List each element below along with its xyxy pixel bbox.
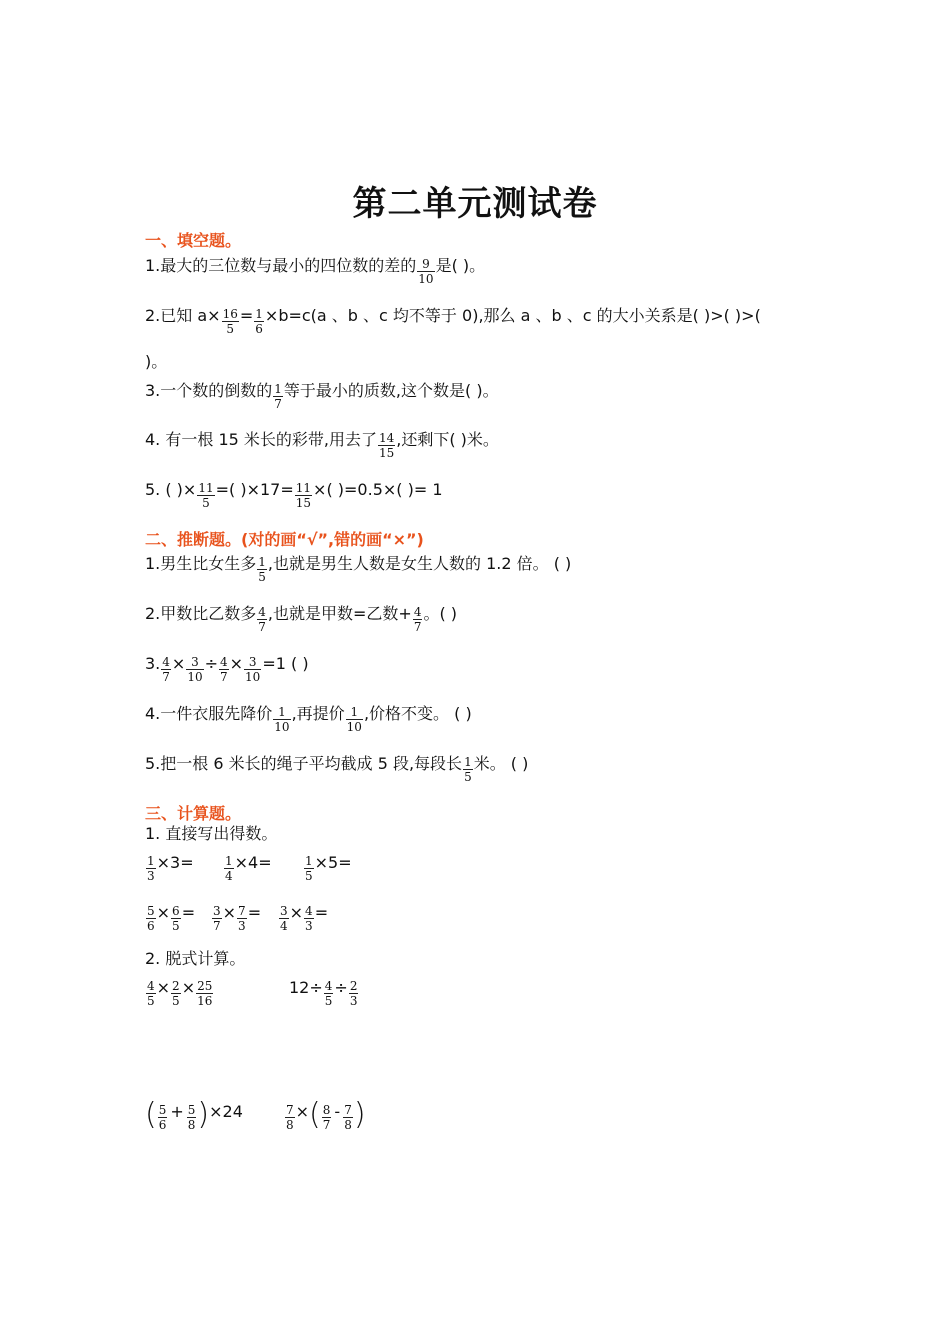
fraction: $\frac{4}{7}$ <box>413 605 422 634</box>
calc-item: $\frac{1}{5}$ ×5= <box>305 853 352 883</box>
judge-question-4: 4.一件衣服先降价 $\frac{1}{10}$ ,再提价 $\frac{1}{10}$ ,价格不变。 ( ) <box>145 704 472 734</box>
calc-expr-4: $\frac{7}{8}$ ×( $\frac{8}{7}$ - $\frac{7}{8}$ ) <box>286 1097 366 1132</box>
fraction: $\frac{5}{6}$ <box>158 1103 167 1132</box>
fraction: $\frac{7}{3}$ <box>238 904 246 933</box>
fraction: $\frac{3}{10}$ <box>187 655 203 684</box>
fraction: $\frac{4}{5}$ <box>147 979 155 1008</box>
fraction: $\frac{1}{5}$ <box>258 555 266 584</box>
fraction: $\frac{3}{10}$ <box>245 655 261 684</box>
page-title: 第二单元测试卷 <box>352 184 598 224</box>
fraction: $\frac{1}{10}$ <box>274 705 290 734</box>
fraction: $\frac{5}{8}$ <box>187 1103 196 1132</box>
fraction: $\frac{16}{5}$ <box>222 307 238 336</box>
fraction: $\frac{1}{4}$ <box>225 854 233 883</box>
fraction: $\frac{8}{7}$ <box>322 1103 331 1132</box>
fraction: $\frac{14}{15}$ <box>378 431 395 460</box>
judge-question-2: 2.甲数比乙数多 $\frac{4}{7}$ ,也就是甲数=乙数+ $\frac{4}{7}$ 。( ) <box>145 604 458 634</box>
fraction: $\frac{1}{3}$ <box>147 854 155 883</box>
fraction: $\frac{11}{15}$ <box>295 481 312 510</box>
section-fill-in: 一、填空题。 <box>145 231 242 250</box>
fraction: $\frac{1}{5}$ <box>305 854 313 883</box>
fill-question-1: 1.最大的三位数与最小的四位数的差的 $\frac{9}{10}$ 是( )。 <box>145 256 486 286</box>
fill-question-2-cont: )。 <box>145 352 168 371</box>
fraction: $\frac{1}{7}$ <box>274 382 282 411</box>
fraction: $\frac{1}{6}$ <box>255 307 263 336</box>
fraction: $\frac{2}{5}$ <box>172 979 180 1008</box>
judge-question-5: 5.把一根 6 米长的绳子平均截成 5 段,每段长 $\frac{1}{5}$ 米。 ( ) <box>145 754 529 784</box>
fill-question-3: 3.一个数的倒数的 $\frac{1}{7}$ 等于最小的质数,这个数是( )。 <box>145 381 499 411</box>
calc-expr-3: ( $\frac{5}{6}$ + $\frac{5}{8}$ )×24 <box>145 1097 243 1132</box>
calc-expr-2: 12÷ $\frac{4}{5}$ ÷ $\frac{2}{3}$ <box>289 978 358 1008</box>
fill-question-5: 5. ( )× $\frac{11}{5}$ =( )×17= $\frac{11}{15}$ ×( )=0.5×( )= 1 <box>145 480 443 510</box>
fraction: $\frac{3}{4}$ <box>280 904 288 933</box>
fraction: $\frac{25}{16}$ <box>197 979 213 1008</box>
calc-item: $\frac{5}{6}$ × $\frac{6}{5}$ = <box>147 903 196 933</box>
fraction: $\frac{2}{3}$ <box>349 979 358 1008</box>
fraction: $\frac{4}{7}$ <box>258 605 266 634</box>
calc-item: $\frac{3}{7}$ × $\frac{7}{3}$ = <box>213 903 262 933</box>
calc-item: $\frac{1}{3}$ ×3= <box>147 853 194 883</box>
fraction: $\frac{6}{5}$ <box>172 904 180 933</box>
fraction: $\frac{5}{6}$ <box>147 904 155 933</box>
fill-question-4: 4. 有一根 15 米长的彩带,用去了 $\frac{14}{15}$ ,还剩下( )米。 <box>145 430 499 460</box>
judge-question-1: 1.男生比女生多 $\frac{1}{5}$ ,也就是男生人数是女生人数的 1.2 倍。 ( ) <box>145 554 572 584</box>
fraction: $\frac{3}{7}$ <box>213 904 221 933</box>
fraction: $\frac{1}{10}$ <box>346 705 362 734</box>
judge-question-3: 3. $\frac{4}{7}$ × $\frac{3}{10}$ ÷ $\frac{4}{7}$ × $\frac{3}{10}$ =1 ( ) <box>145 654 309 684</box>
fraction: $\frac{7}{8}$ <box>344 1103 352 1132</box>
fraction: $\frac{4}{7}$ <box>220 655 228 684</box>
section-judgement: 二、推断题。(对的画“√”,错的画“×”) <box>145 530 424 549</box>
calc-item: $\frac{3}{4}$ × $\frac{4}{3}$ = <box>280 903 329 933</box>
calc-item: $\frac{1}{4}$ ×4= <box>225 853 272 883</box>
fraction: $\frac{4}{3}$ <box>305 904 313 933</box>
section-calculation: 三、计算题。 <box>145 804 242 823</box>
calc-row-1 <box>145 853 352 883</box>
fraction: $\frac{11}{5}$ <box>198 481 214 510</box>
calc-subtitle-stepwise: 2. 脱式计算。 <box>145 949 246 968</box>
calc-expr-1: $\frac{4}{5}$ × $\frac{2}{5}$ × $\frac{25}{16}$ <box>147 978 213 1008</box>
fraction: $\frac{1}{5}$ <box>464 755 472 784</box>
calc-row-2 <box>145 903 328 933</box>
calc-subtitle-direct: 1. 直接写出得数。 <box>145 824 278 843</box>
fraction: $\frac{7}{8}$ <box>286 1103 294 1132</box>
fraction: $\frac{9}{10}$ <box>418 257 434 286</box>
fill-question-2: 2.已知 a× $\frac{16}{5}$ = $\frac{1}{6}$ ×b=c(a 、b 、c 均不等于 0),那么 a 、b 、c 的大小关系是( )>( )>( <box>145 306 761 336</box>
fraction: $\frac{4}{7}$ <box>162 655 170 684</box>
fraction: $\frac{4}{5}$ <box>324 979 333 1008</box>
